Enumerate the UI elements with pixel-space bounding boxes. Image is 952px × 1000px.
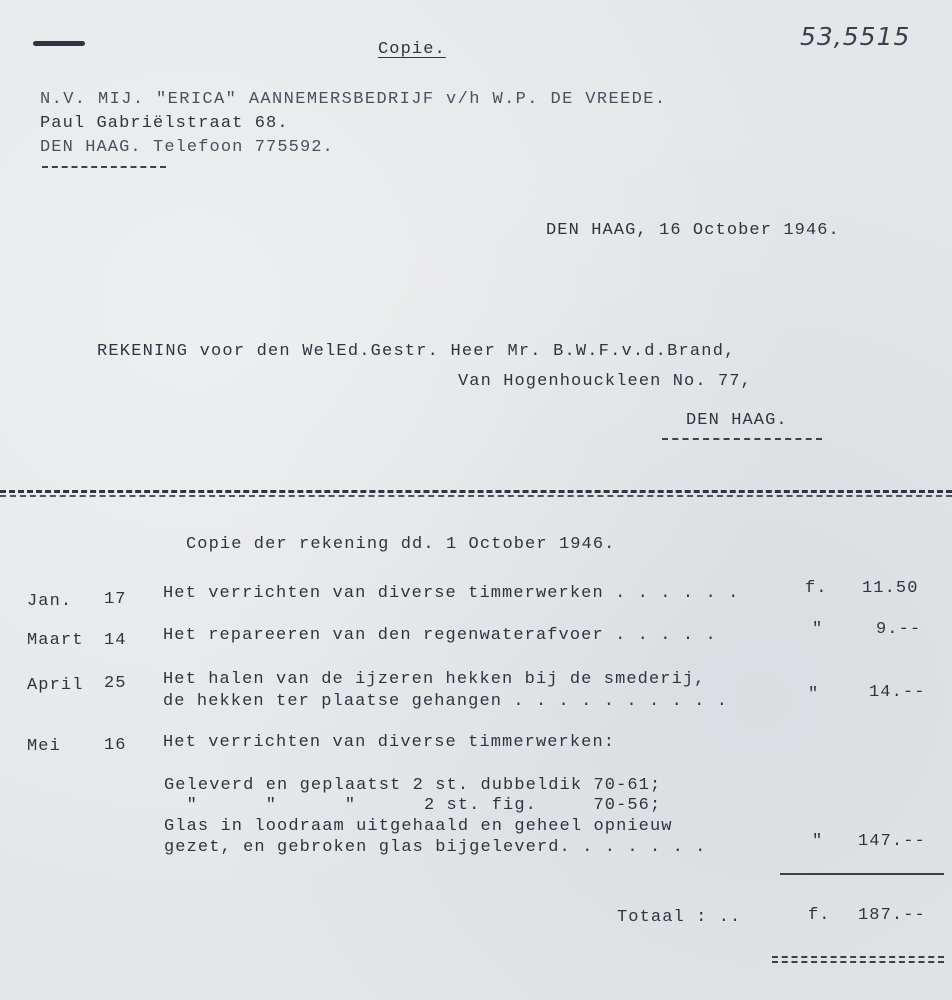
row-2-day: 14 <box>104 631 127 650</box>
row-3-month: April <box>27 676 84 695</box>
total-currency: f. <box>808 906 831 925</box>
detail-currency: " <box>812 832 824 851</box>
row-2-currency: " <box>812 620 824 639</box>
total-label: Totaal : .. <box>617 908 742 927</box>
detail-line-3: Glas in loodraam uitgehaald en geheel opnieuw <box>164 817 673 836</box>
row-1-day: 17 <box>104 590 127 609</box>
detail-line-1: Geleverd en geplaatst 2 st. dubbeldik 70-61; <box>164 776 662 795</box>
address-line: Paul Gabriëlstraat 68. <box>40 114 289 133</box>
section-separator-2 <box>0 495 952 497</box>
row-1-description: Het verrichten van diverse timmerwerken . . . . . . <box>163 584 740 603</box>
row-3-description: Het halen van de ijzeren hekken bij de smederij, <box>163 670 706 689</box>
detail-amount: 147.-- <box>858 832 926 851</box>
total-amount: 187.-- <box>858 906 926 925</box>
row-3-description-2: de hekken ter plaatse gehangen . . . . . . . . . . <box>163 692 729 711</box>
row-4-description: Het verrichten van diverse timmerwerken: <box>163 733 616 752</box>
detail-line-4: gezet, en gebroken glas bijgeleverd. . . . . . . <box>164 838 707 857</box>
city-phone-line: DEN HAAG. Telefoon 775592. <box>40 138 334 157</box>
row-3-day: 25 <box>104 674 127 693</box>
row-4-day: 16 <box>104 736 127 755</box>
total-double-rule <box>772 956 944 963</box>
row-2-amount: 9.-- <box>876 620 922 639</box>
subtotal-rule <box>780 873 944 875</box>
section-separator <box>0 490 952 493</box>
row-1-amount: 11.50 <box>862 579 919 598</box>
document-title: Copie. <box>378 40 446 59</box>
crossed-out-mark <box>33 41 85 46</box>
row-2-description: Het repareeren van den regenwaterafvoer . . . . . <box>163 626 717 645</box>
addressee-line-3: DEN HAAG. <box>686 411 788 430</box>
row-1-month: Jan. <box>27 592 73 611</box>
invoice-subtitle: Copie der rekening dd. 1 October 1946. <box>186 535 616 554</box>
detail-line-2: " " " 2 st. fig. 70-56; <box>164 796 662 815</box>
row-3-currency: " <box>808 685 820 704</box>
row-3-amount: 14.-- <box>869 683 926 702</box>
header-divider <box>42 166 166 168</box>
row-4-month: Mei <box>27 737 61 756</box>
row-1-currency: f. <box>805 579 828 598</box>
row-2-month: Maart <box>27 631 84 650</box>
company-line: N.V. MIJ. "ERICA" AANNEMERSBEDRIJF v/h W.P. DE VREEDE. <box>40 90 667 109</box>
addressee-divider <box>662 438 822 440</box>
handwritten-reference: 53,5515 <box>800 22 911 51</box>
addressee-line-1: REKENING voor den WelEd.Gestr. Heer Mr. B.W.F.v.d.Brand, <box>97 342 736 361</box>
addressee-line-2: Van Hogenhouckleen No. 77, <box>458 372 752 391</box>
document-date: DEN HAAG, 16 October 1946. <box>546 221 840 240</box>
